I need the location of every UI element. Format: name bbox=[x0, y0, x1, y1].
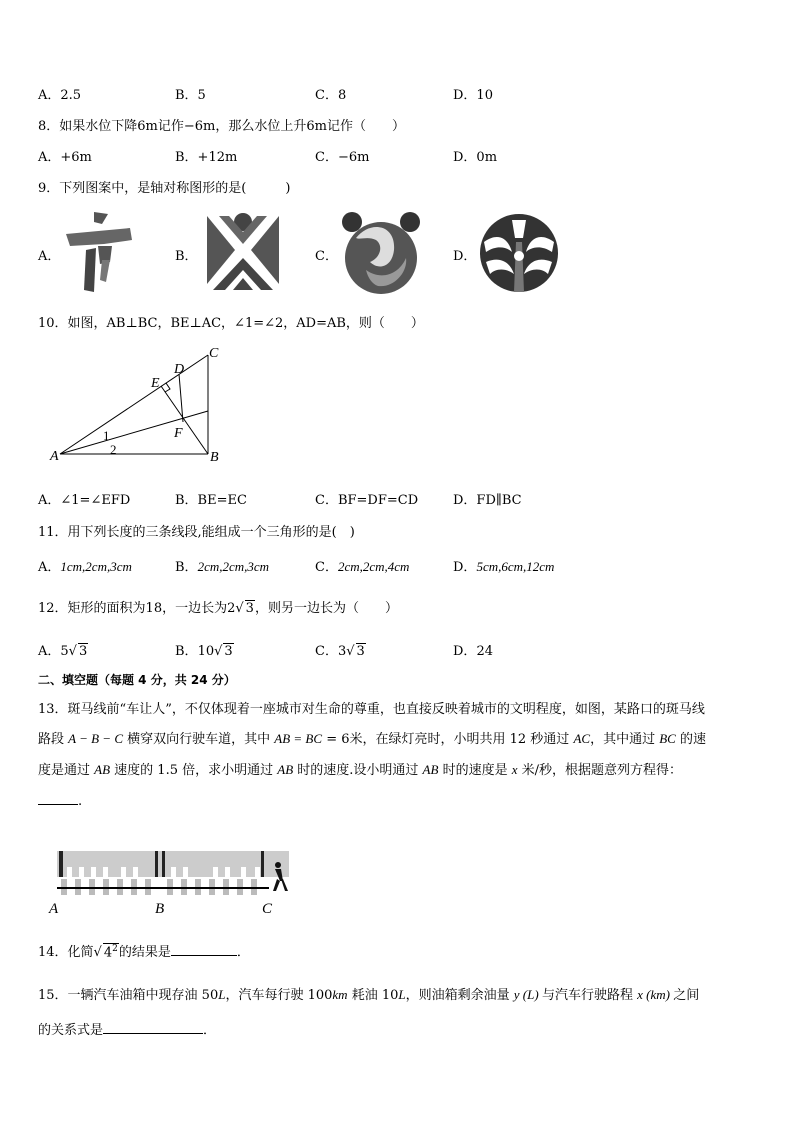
q8-option-b: B．+12m bbox=[175, 150, 238, 165]
section-title: 二、填空题（每题 4 分，共 24 分） bbox=[38, 673, 236, 687]
q8-option-a: A．+6m bbox=[38, 150, 92, 165]
q9-figure-d bbox=[478, 212, 560, 294]
q10-label-angle2: 2 bbox=[110, 442, 117, 457]
q11-option-b: B．2cm,2cm,3cm bbox=[175, 559, 270, 575]
q10-label-b: B bbox=[210, 450, 219, 465]
q15-line2: 的关系式是 ． bbox=[38, 1019, 216, 1038]
q14-stem: 14．化简√ $4^2$的结果是 ． bbox=[38, 941, 250, 960]
q10-label-f: F bbox=[174, 426, 183, 441]
q10-label-angle1: 1 bbox=[103, 428, 110, 443]
q9-stem: 9．下列图案中，是轴对称图形的是( ) bbox=[38, 181, 291, 196]
q9-label-c: C． bbox=[315, 249, 338, 264]
q12-option-c: C．3√ 3 bbox=[315, 644, 365, 659]
q13-label-a: A bbox=[49, 901, 59, 917]
q11-option-c: C．2cm,2cm,4cm bbox=[315, 559, 410, 575]
q10-label-a: A bbox=[50, 449, 59, 464]
q7-option-c: C．8 bbox=[315, 88, 347, 103]
q10-label-e: E bbox=[151, 376, 160, 391]
q7-option-b: B．5 bbox=[175, 88, 206, 103]
q8-option-c: C．−6m bbox=[315, 150, 370, 165]
q13-line1: 13．斑马线前“车让人”，不仅体现着一座城市对生命的尊重，也直接反映着城市的文明程度，如图，某路口的斑马线 bbox=[38, 702, 705, 717]
q13-line3: 度是通过 AB 速度的 1.5 倍，求小明通过 AB 时的速度.设小明通过 AB 时的速度是 x 米/秒，根据题意列方程得： bbox=[38, 762, 682, 778]
q12-option-d: D．24 bbox=[453, 644, 493, 659]
q9-label-b: B． bbox=[175, 249, 198, 264]
q15-answer-blank[interactable] bbox=[103, 1019, 203, 1034]
q13-label-b: B bbox=[155, 901, 165, 917]
q8-option-d: D．0m bbox=[453, 150, 498, 165]
q10-label-d: D bbox=[174, 362, 185, 377]
q9-label-d: D． bbox=[453, 249, 477, 264]
q10-option-a: A．∠1=∠EFD bbox=[38, 493, 131, 508]
q8-stem: 8．如果水位下降6m记作−6m，那么水位上升6m记作（ ） bbox=[38, 119, 405, 134]
q9-figure-a bbox=[64, 210, 134, 292]
q7-option-d: D．10 bbox=[453, 88, 493, 103]
q9-label-a: A． bbox=[38, 249, 61, 264]
q12-option-b: B．10√ 3 bbox=[175, 644, 233, 659]
q12-stem: 12．矩形的面积为18，一边长为2√ 3，则另一边长为（ ） bbox=[38, 601, 398, 616]
q10-option-b: B．BE=EC bbox=[175, 493, 247, 508]
q13-label-c: C bbox=[262, 901, 273, 917]
q13-crosswalk-figure bbox=[45, 845, 295, 920]
q12-option-a: A．5√ 3 bbox=[38, 644, 88, 659]
q9-figure-b bbox=[205, 210, 281, 292]
q10-option-d: D．FD∥BC bbox=[453, 493, 522, 508]
q10-stem: 10．如图，AB⊥BC，BE⊥AC，∠1=∠2，AD=AB，则（ ） bbox=[38, 316, 424, 331]
q10-option-c: C．BF=DF=CD bbox=[315, 493, 419, 508]
q9-figure-c bbox=[340, 210, 422, 294]
q11-stem: 11．用下列长度的三条线段,能组成一个三角形的是( ) bbox=[38, 525, 355, 540]
q10-figure bbox=[48, 345, 228, 470]
q13-answer-blank[interactable]: . bbox=[38, 790, 82, 809]
q11-option-a: A．1cm,2cm,3cm bbox=[38, 559, 132, 575]
q10-label-c: C bbox=[209, 346, 219, 361]
q7-option-a: A．2.5 bbox=[38, 88, 82, 103]
q13-line2: 路段 A − B − C 横穿双向行驶车道，其中 AB = BC = 6米，在绿灯亮时，小明共用 12 秒通过 AC，其中通过 BC 的速 bbox=[38, 731, 706, 747]
q15-line1: 15．一辆汽车油箱中现存油 50L，汽车每行驶 100km 耗油 10L，则油箱剩余油量 y (L) 与汽车行驶路程 x (km) 之间 bbox=[38, 987, 700, 1003]
q11-option-d: D．5cm,6cm,12cm bbox=[453, 559, 555, 575]
q14-answer-blank[interactable] bbox=[171, 941, 237, 956]
